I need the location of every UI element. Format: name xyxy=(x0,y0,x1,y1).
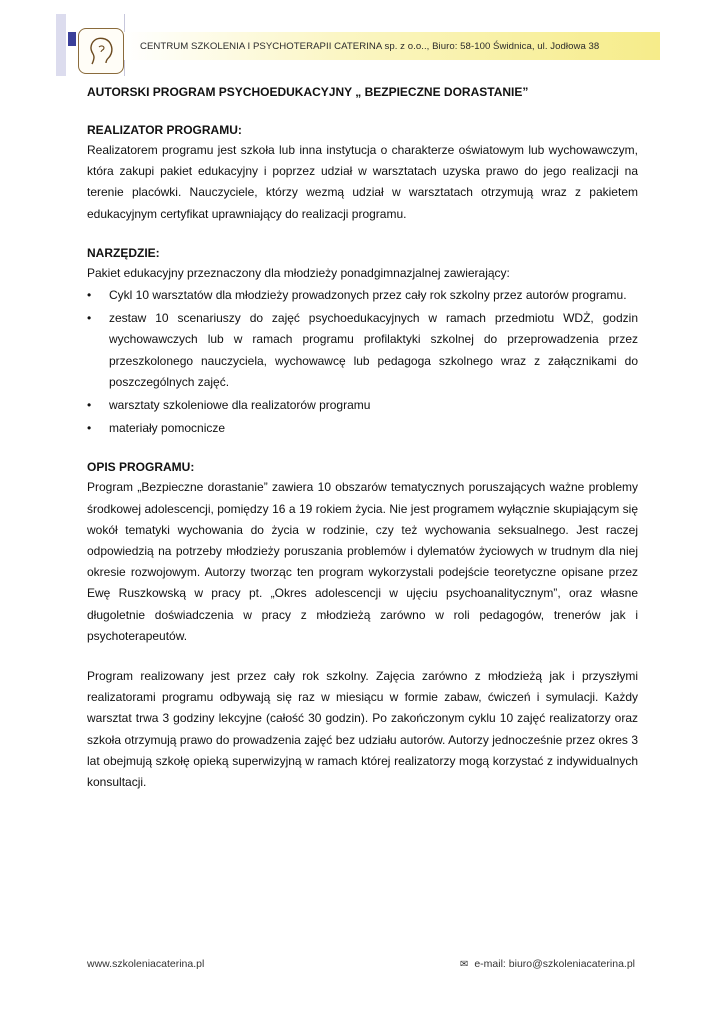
list-item xyxy=(87,285,638,306)
list-item-text: materiały pomocnicze xyxy=(109,421,226,436)
header-side-bar xyxy=(56,14,66,76)
footer-website: www.szkoleniacaterina.pl xyxy=(87,958,205,970)
bullet-icon: • xyxy=(87,288,92,303)
opis-paragraph-1: Program „Bezpieczne dorastanie” zawiera 10 obszarów tematycznych poruszających ważne problemy środkowej adolescencji, pomiędzy 16 a 19 rokiem życia. Nie jest programem wyłącznie skupiającym się wokół tematyki wychowania do życia w rodzinie, czy też wychowania seksualnego. Jest raczej odpowiedzią na potrzeby młodzieży poruszania problemów i dylematów życiowych w trudnym dla niej okresie rozwojowym. Autorzy tworząc ten program wykorzystali podejście teoretyczne opisane przez Ewę Ruszkowską w pracy pt. „Okres adolescencji w ujęciu psychoanalitycznym”, oraz własne długoletnie doświadczenia w pracy z młodzieżą zarówno w roli pedagogów, trenerów jak i psychoterapeutów. xyxy=(87,480,638,643)
footer-email-text: e-mail: biuro@szkoleniacaterina.pl xyxy=(474,958,635,970)
bullet-icon: • xyxy=(87,421,92,436)
narzedzie-list xyxy=(87,285,638,439)
envelope-icon: ✉ xyxy=(459,959,469,970)
section-heading-opis: OPIS PROGRAMU: xyxy=(87,460,195,475)
letterhead xyxy=(56,14,660,76)
document-title: AUTORSKI PROGRAM PSYCHOEDUKACYJNY „ BEZPIECZNE DORASTANIE” xyxy=(87,85,529,99)
realizator-paragraph: Realizatorem programu jest szkoła lub inna instytucja o charakterze oświatowym lub wychowawczym, która zakupi pakiet edukacyjny i poprzez udział w warsztatach uzyska prawo do jego realizacji na terenie placówki. Nauczyciele, którzy wezmą udział w warsztatach otrzymują wraz z pakietem edukacyjnym certyfikat uprawniający do realizacji programu. xyxy=(87,143,638,221)
footer-email xyxy=(460,958,635,970)
list-item xyxy=(87,418,638,439)
section-heading-realizator: REALIZATOR PROGRAMU: xyxy=(87,123,242,137)
header-accent-square xyxy=(68,32,76,46)
list-item xyxy=(87,308,638,393)
bullet-icon: • xyxy=(87,311,92,326)
list-item-text: warsztaty szkoleniowe dla realizatorów programu xyxy=(109,398,371,413)
list-item-text: zestaw 10 scenariuszy do zajęć psychoedukacyjnych w ramach przedmiotu WDŻ, godzin wychowawczych lub w ramach programu profilaktyki szkolnej do przeprowadzenia przez przeszkolonego nauczyciela, wychowawcę lub pedagoga szkolnego wraz z załącznikami do poszczególnych zajęć. xyxy=(109,311,638,389)
document-body xyxy=(87,82,638,793)
bullet-icon: • xyxy=(87,398,92,413)
narzedzie-intro: Pakiet edukacyjny przeznaczony dla młodzieży ponadgimnazjalnej zawierający: xyxy=(87,265,510,280)
list-item-text: Cykl 10 warsztatów dla młodzieży prowadzonych przez cały rok szkolny przez autorów programu. xyxy=(109,288,627,303)
list-item xyxy=(87,395,638,416)
company-address: CENTRUM SZKOLENIA I PSYCHOTERAPII CATERINA sp. z o.o.., Biuro: 58-100 Świdnica, ul. Jodłowa 38 xyxy=(140,41,600,52)
section-heading-narzedzie: NARZĘDZIE: xyxy=(87,245,160,260)
opis-paragraph-2: Program realizowany jest przez cały rok szkolny. Zajęcia zarówno z młodzieżą jak i przyszłymi realizatorami programu odbywają się raz w miesiącu w formie zabaw, ćwiczeń i symulacji. Każdy warsztat trwa 3 godziny lekcyjne (całość 30 godzin). Po zakończonym cyklu 10 zajęć realizatorzy oraz szkoła otrzymują prawo do prowadzenia zajęć bez udziału autorów. Autorzy jednocześnie przez okres 3 lat obejmują szkołę opieką superwizyjną w ramach której realizatorzy mogą korzystać z indywidualnych konsultacji. xyxy=(87,669,638,790)
head-profile-logo-icon xyxy=(78,28,124,74)
